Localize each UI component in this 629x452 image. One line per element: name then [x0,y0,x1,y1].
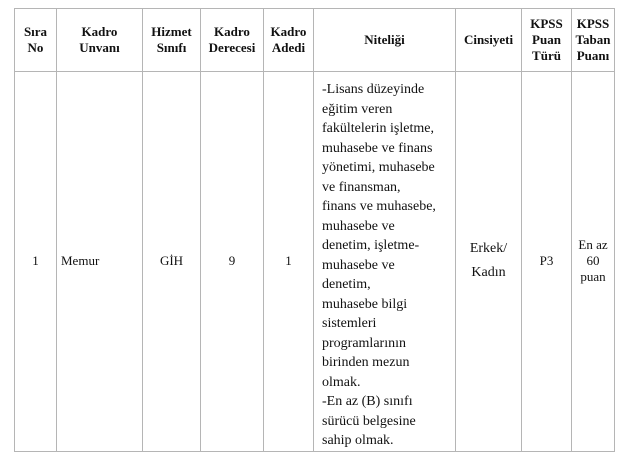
niteligi-line: ve finansman, [322,179,401,195]
cell-kadro-adedi: 1 [264,72,314,452]
niteligi-line: denetim, [322,277,371,292]
header-kadro-unvani: Kadro Unvanı [57,9,143,72]
cell-cinsiyeti: Erkek/ Kadın [456,72,522,452]
cell-niteligi [314,72,456,452]
header-sira-no: Sıra No [15,9,57,72]
niteligi-line: olmak. [322,374,361,390]
niteligi-line: sistemleri [322,316,377,331]
niteligi-line: muhasebe ve [322,257,395,273]
header-hizmet-sinifi: Hizmet Sınıfı [143,9,201,72]
header-kadro-adedi: Kadro Adedi [264,9,314,72]
table-header [15,9,615,72]
cell-sira-no: 1 [15,72,57,452]
niteligi-line: -En az (B) sınıfı [322,394,413,409]
cell-hizmet-sinifi: GİH [143,72,201,452]
niteligi-line: denetim, işletme- [322,238,420,253]
niteligi-line: muhasebe ve [322,218,395,234]
cell-kadro-unvani: Memur [57,72,143,452]
header-niteligi: Niteliği [314,9,456,72]
header-kpss-puan-turu: KPSS Puan Türü [522,9,572,72]
niteligi-line: sahip olmak. [322,433,394,448]
niteligi-line: fakültelerin işletme, [322,121,434,136]
header-cinsiyeti: Cinsiyeti [456,9,522,72]
niteligi-line: muhasebe ve finans [322,140,433,156]
cell-kpss-puan-turu: P3 [522,72,572,452]
niteligi-line: birinden mezun [322,355,410,370]
header-kadro-derecesi: Kadro Derecesi [201,9,264,72]
niteligi-line: -Lisans düzeyinde [322,82,425,97]
cell-kadro-derecesi: 9 [201,72,264,452]
niteligi-line: yönetimi, muhasebe [322,160,435,175]
cell-kpss-taban-puani: En az 60 puan [572,72,615,452]
niteligi-line: muhasebe bilgi [322,296,408,312]
kadro-table [14,8,615,452]
niteligi-line: eğitim veren [322,101,393,117]
niteligi-line: sürücü belgesine [322,413,416,429]
niteligi-line: programlarının [322,335,406,351]
niteligi-line: finans ve muhasebe, [322,199,436,214]
header-kpss-taban-puani: KPSS Taban Puanı [572,9,615,72]
table-row [15,72,615,452]
